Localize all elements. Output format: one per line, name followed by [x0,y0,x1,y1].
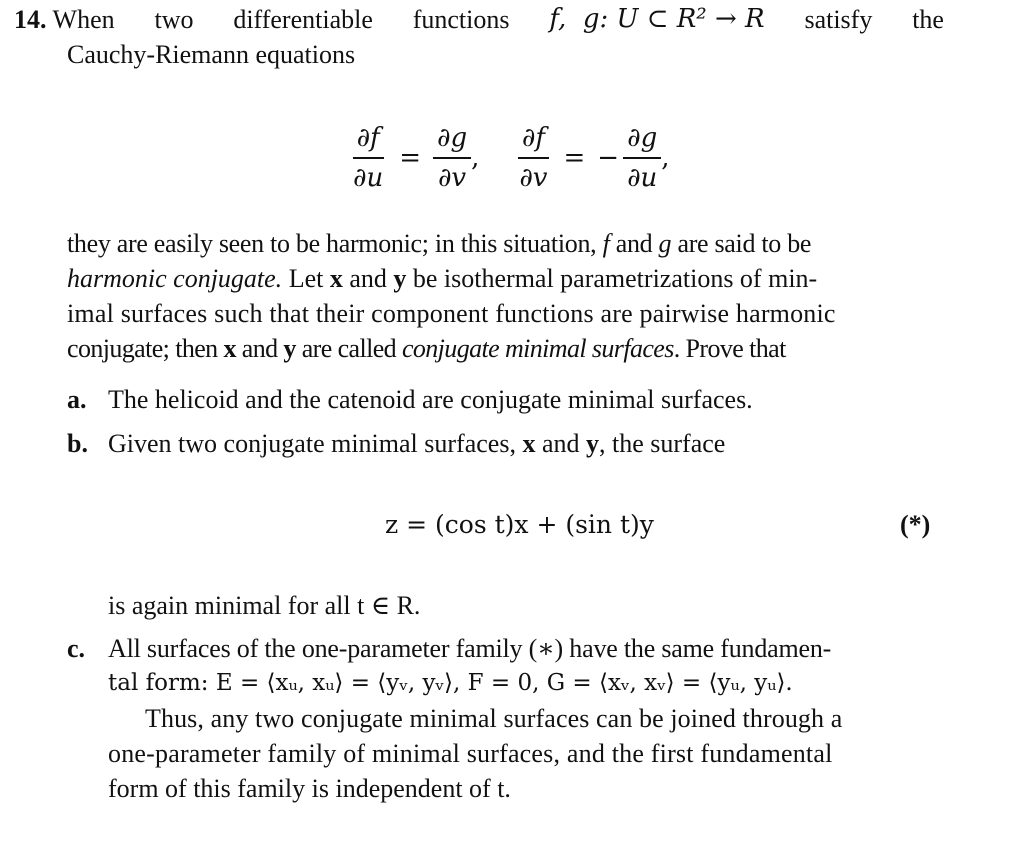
item-c-line1: All surfaces of the one-parameter family (∗) have the same fundamen- [108,634,832,663]
paragraph-line4: conjugate; then x and y are called conjugate minimal surfaces. Prove that [67,334,786,363]
minus-sign: − [597,142,620,173]
item-a-text: The helicoid and the catenoid are conjugate minimal surfaces. [108,385,753,414]
intro-word: functions [412,5,510,34]
problem-intro-line2: Cauchy-Riemann equations [67,40,356,69]
equals-sign: = [399,142,421,173]
intro-word: satisfy [804,5,873,34]
intro-word: two [154,5,194,34]
intro-word: When [52,5,115,34]
fraction-dg-dv: $\frac{\partial g}{\partial v}$ [433,121,471,195]
item-c-line3: Thus, any two conjugate minimal surfaces can be joined through a [145,704,843,733]
cauchy-riemann-equations [349,118,670,198]
surface-equation: z = (cos t)x + (sin t)y [385,510,654,539]
fraction-df-du: $\frac{\partial f}{\partial u}$ [353,123,384,193]
fraction-df-dv: $\frac{\partial f}{\partial v}$ [519,123,548,193]
function-signature: f, g: U ⊂ R² → R [549,4,765,34]
comma: , [471,142,480,173]
item-c-line2: tal form: E = ⟨xᵤ, xᵤ⟩ = ⟨yᵥ, yᵥ⟩, F = 0, G = ⟨xᵥ, xᵥ⟩ = ⟨yᵤ, yᵤ⟩. [108,670,793,696]
intro-word: differentiable [233,5,373,34]
paragraph-line1: they are easily seen to be harmonic; in this situation, f and g are said to be [67,229,812,258]
intro-word: the [912,5,944,34]
item-c-label: c. [67,634,86,663]
paragraph-line3: imal surfaces such that their component functions are pairwise harmonic [67,299,836,328]
equals-sign: = [563,142,586,173]
comma: , [661,142,670,173]
problem-number: 14. [14,5,47,34]
item-b-label: b. [67,429,88,458]
item-b-after: is again minimal for all t ∈ R. [108,591,421,620]
fraction-dg-du: $\frac{\partial g}{\partial u}$ [623,121,661,195]
item-a-label: a. [67,385,87,414]
item-b-text: Given two conjugate minimal surfaces, x and y, the surface [108,429,726,458]
item-c-line4: one-parameter family of minimal surfaces, and the first fundamental [108,739,833,768]
item-c-line5: form of this family is independent of t. [108,774,511,803]
equation-tag: (*) [900,510,931,539]
paragraph-line2: harmonic conjugate. Let x and y be isothermal parametrizations of min- [67,264,818,293]
problem-intro-line1 [14,2,944,37]
